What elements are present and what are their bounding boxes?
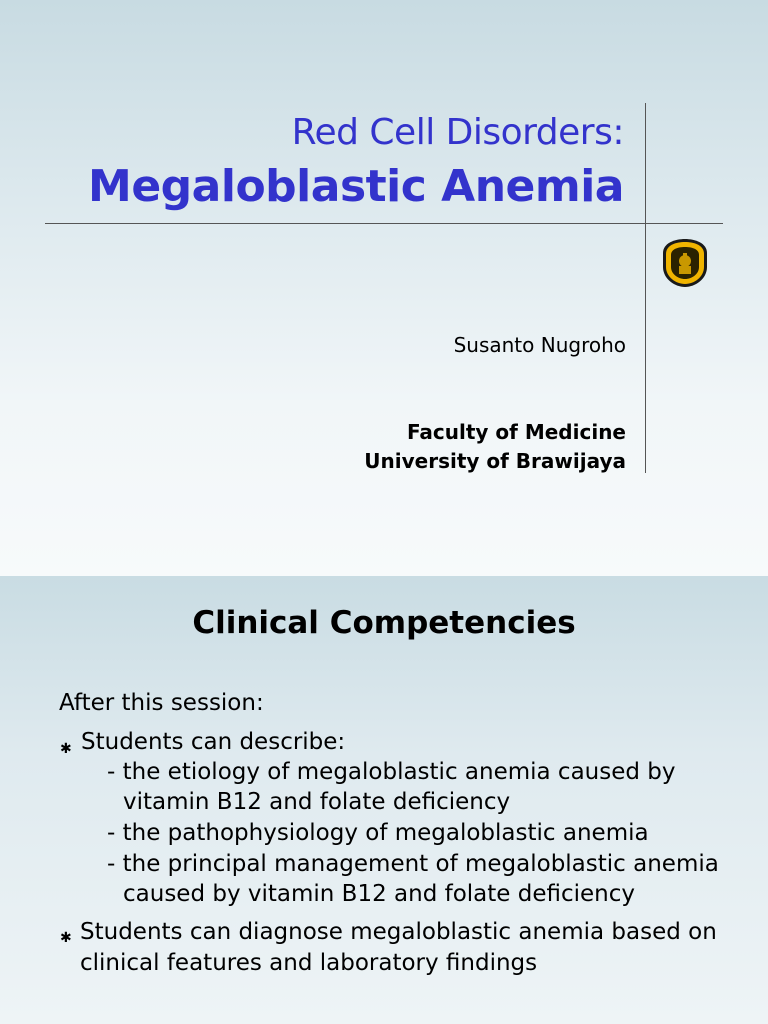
sub-item-pathophysiology: - the pathophysiology of megaloblastic anemia [107,820,649,846]
sub-item-management-line1: - the principal management of megaloblastic anemia [107,851,719,877]
author-name: Susanto Nugroho [453,333,626,357]
bullet-diagnose-line1: Students can diagnose megaloblastic anemia based on [80,919,717,945]
university-name: University of Brawijaya [364,449,626,473]
competencies-heading: Clinical Competencies [192,605,576,641]
affiliation [364,418,626,476]
sub-item-etiology-line1: - the etiology of megaloblastic anemia caused by [107,759,676,785]
intro-text: After this session: [59,690,264,716]
bullet-describe: Students can describe: [81,729,346,755]
asterisk-bullet-icon: ✱ [60,741,72,757]
bullet-diagnose-line2: clinical features and laboratory findings [80,950,538,976]
horizontal-divider [45,223,723,224]
sub-item-etiology-line2: vitamin B12 and folate deficiency [123,789,511,815]
slide-title: Megaloblastic Anemia [88,161,624,212]
faculty-name: Faculty of Medicine [406,420,626,444]
asterisk-bullet-icon: ✱ [60,930,72,946]
university-seal-icon [659,237,711,289]
sub-item-management-line2: caused by vitamin B12 and folate deficiency [123,881,636,907]
slide-subtitle: Red Cell Disorders: [291,112,624,153]
vertical-divider [645,103,646,473]
